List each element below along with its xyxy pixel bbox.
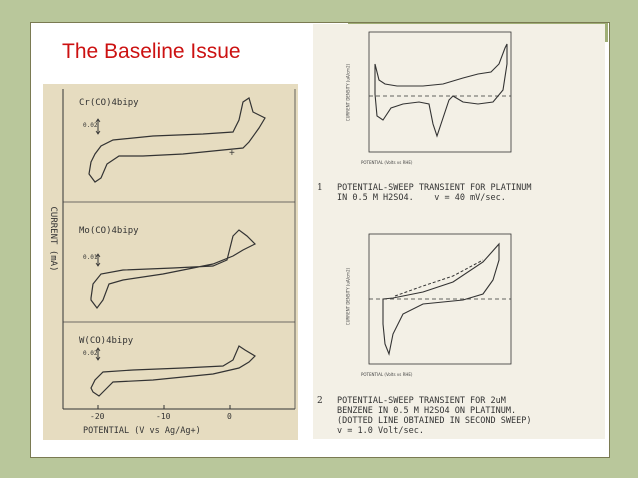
w-compound-label: W(CO)4bipy bbox=[79, 336, 134, 346]
svg-text:+: + bbox=[229, 148, 235, 159]
figure2-caption-line3: (DOTTED LINE OBTAINED IN SECOND SWEEP) bbox=[337, 416, 532, 426]
mo-scale-label: 0.01 bbox=[83, 254, 98, 261]
figure2-caption-line1: POTENTIAL-SWEEP TRANSIENT FOR 2uM bbox=[337, 396, 506, 406]
x-tick-0: 0 bbox=[227, 412, 232, 421]
platinum-sweep-curve bbox=[375, 44, 507, 136]
figure2-caption-line2: BENZENE IN 0.5 M H2SO4 ON PLATINUM. bbox=[337, 406, 517, 416]
left-figure-drawing bbox=[43, 84, 298, 440]
figure1-number: 1 bbox=[317, 183, 323, 193]
right-potential-sweep-figure bbox=[313, 24, 605, 439]
figure1-caption bbox=[337, 183, 531, 203]
figure2-caption bbox=[337, 396, 531, 436]
cr-compound-label: Cr(CO)4bipy bbox=[79, 98, 139, 108]
figure1-caption-line2: IN 0.5 M H2SO4. v = 40 mV/sec. bbox=[337, 193, 506, 203]
left-voltammogram-figure bbox=[43, 84, 298, 440]
right-figure-drawing bbox=[313, 24, 605, 439]
mo-compound-label: Mo(CO)4bipy bbox=[79, 226, 139, 236]
figure1-caption-line1: POTENTIAL-SWEEP TRANSIENT FOR PLATINUM bbox=[337, 183, 532, 193]
x-tick-minus-20: -20 bbox=[90, 412, 105, 421]
plot2-y-axis-label: CURRENT DENSITY (uA/cm2) bbox=[345, 267, 351, 326]
mo-voltammogram-curve bbox=[91, 230, 255, 308]
figure2-caption-line4: v = 1.0 Volt/sec. bbox=[337, 426, 424, 436]
plot2-x-axis-label: POTENTIAL (Volts vs RHE) bbox=[361, 372, 413, 377]
plot1-x-axis-label: POTENTIAL (Volts vs RHE) bbox=[361, 160, 413, 165]
x-tick-minus-10: -10 bbox=[156, 412, 171, 421]
figure2-number: 2 bbox=[317, 396, 323, 406]
left-y-axis-label: CURRENT (mA) bbox=[48, 206, 58, 272]
plot1-y-axis-label: CURRENT DENSITY (uA/cm2) bbox=[345, 63, 351, 122]
slide-title: The Baseline Issue bbox=[62, 40, 241, 63]
cr-scale-label: 0.02 bbox=[83, 122, 98, 129]
w-voltammogram-curve bbox=[91, 346, 255, 396]
benzene-second-sweep-dotted-curve bbox=[395, 260, 483, 296]
cr-voltammogram-curve bbox=[89, 98, 265, 182]
left-x-axis-label: POTENTIAL (V vs Ag/Ag+) bbox=[83, 426, 201, 436]
w-scale-label: 0.02 bbox=[83, 350, 98, 357]
